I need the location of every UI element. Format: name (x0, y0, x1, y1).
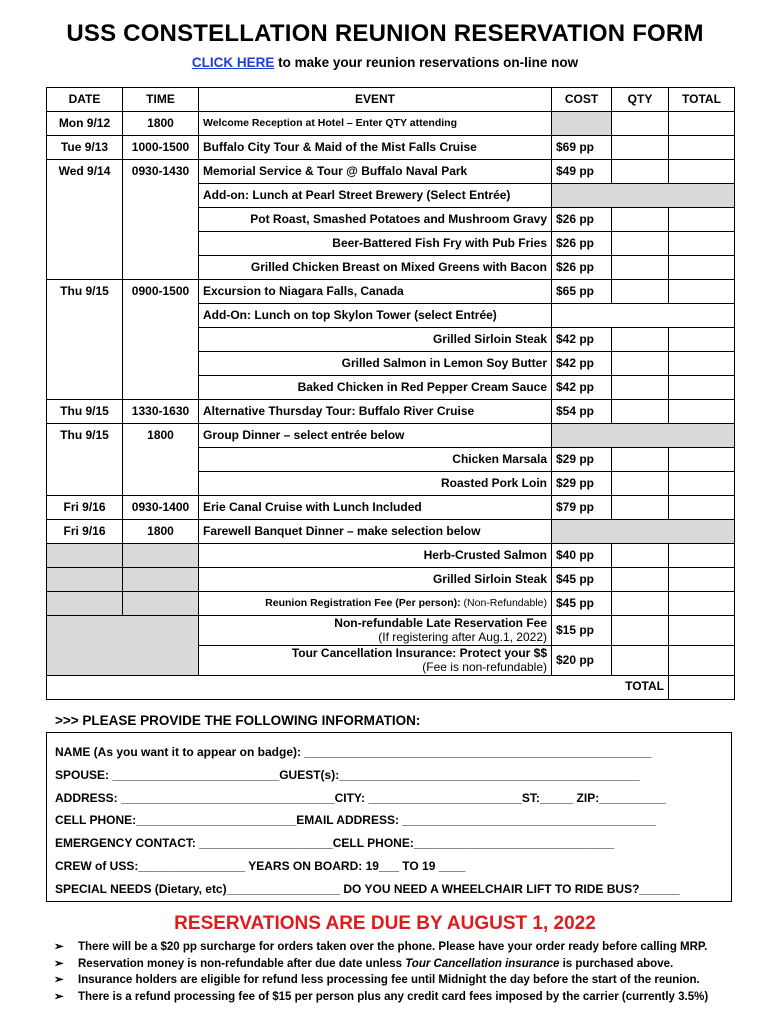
phone-email-field[interactable]: CELL PHONE:________________________EMAIL ADDRESS: ______________________________________ (55, 813, 656, 828)
row-event: Excursion to Niagara Falls, Canada (199, 280, 552, 304)
row-time: 1800 (123, 424, 199, 448)
emergency-contact-field[interactable]: EMERGENCY CONTACT: ____________________CELL PHONE:______________________________ (55, 836, 615, 851)
row-event: Add-On: Lunch on top Skylon Tower (select Entrée) (199, 304, 552, 328)
table-row (47, 544, 735, 568)
table-row (47, 256, 735, 280)
row-date (47, 592, 123, 616)
total-cell[interactable] (669, 136, 735, 160)
row-date (47, 328, 123, 352)
row-date: Thu 9/15 (47, 424, 123, 448)
table-row (47, 592, 735, 616)
row-cost: $49 pp (552, 160, 612, 184)
row-date (47, 232, 123, 256)
due-date-banner: RESERVATIONS ARE DUE BY AUGUST 1, 2022 (174, 913, 596, 934)
total-cell[interactable] (669, 256, 735, 280)
fee-label: Tour Cancellation Insurance: Protect your $$ (291, 645, 547, 660)
table-row (47, 376, 735, 400)
total-cell[interactable] (669, 112, 735, 136)
row-cost: $26 pp (552, 208, 612, 232)
qty-cell (612, 424, 669, 448)
row-cost: $69 pp (552, 136, 612, 160)
total-cell[interactable] (669, 160, 735, 184)
arrow-bullet-icon: ➢ (54, 990, 64, 1003)
header-cost: COST (552, 88, 612, 112)
list-item (54, 956, 754, 973)
qty-cell (612, 520, 669, 544)
row-cost: $79 pp (552, 496, 612, 520)
total-cell[interactable] (669, 568, 735, 592)
click-here-link[interactable]: CLICK HERE (191, 55, 275, 70)
qty-cell[interactable] (612, 112, 669, 136)
row-time: 0900-1500 (123, 280, 199, 304)
qty-cell (612, 184, 669, 208)
total-cell (669, 520, 735, 544)
list-item (54, 939, 754, 956)
row-time (123, 352, 199, 376)
list-item (54, 989, 754, 1006)
row-event: Erie Canal Cruise with Lunch Included (199, 496, 552, 520)
name-field[interactable]: NAME (As you want it to appear on badge): ____________________________________________________ (55, 745, 652, 759)
table-row (47, 424, 735, 448)
row-event: Welcome Reception at Hotel – Enter QTY attending (199, 112, 552, 136)
row-event: Buffalo City Tour & Maid of the Mist Falls Cruise (199, 136, 552, 160)
header-event: EVENT (199, 88, 552, 112)
row-cost (552, 304, 612, 328)
arrow-bullet-icon: ➢ (54, 974, 64, 986)
total-cell[interactable] (669, 544, 735, 568)
qty-cell[interactable] (612, 328, 669, 352)
row-date: Thu 9/15 (47, 280, 123, 304)
total-cell (669, 184, 735, 208)
row-cost: $45 pp (552, 592, 612, 616)
special-needs-field[interactable]: SPECIAL NEEDS (Dietary, etc)_________________ DO YOU NEED A WHEELCHAIR LIFT TO RIDE BUS?______ (55, 881, 680, 896)
total-row (47, 675, 735, 699)
table-row (47, 208, 735, 232)
table-row (47, 184, 735, 208)
row-time (123, 304, 199, 328)
row-event: Chicken Marsala (199, 448, 552, 472)
total-cell[interactable] (669, 208, 735, 232)
row-cost: $20 pp (552, 645, 612, 675)
total-cell[interactable] (669, 280, 735, 304)
row-time (123, 376, 199, 400)
row-date: Fri 9/16 (47, 496, 123, 520)
row-event: Alternative Thursday Tour: Buffalo River Cruise (199, 400, 552, 424)
total-cell (669, 304, 735, 328)
table-row (47, 400, 735, 424)
table-row (47, 568, 735, 592)
row-time (123, 328, 199, 352)
total-cell[interactable] (669, 645, 735, 675)
row-event: Herb-Crusted Salmon (199, 544, 552, 568)
header-total: TOTAL (669, 88, 735, 112)
note-text: is purchased above. (559, 957, 674, 970)
row-event: Grilled Salmon in Lemon Soy Butter (199, 352, 552, 376)
total-cell[interactable] (669, 328, 735, 352)
row-date (47, 448, 123, 472)
list-item (54, 972, 754, 989)
total-cell[interactable] (669, 352, 735, 376)
row-cost (552, 424, 612, 448)
table-row (47, 448, 735, 472)
table-row (47, 136, 735, 160)
row-date: Wed 9/14 (47, 160, 123, 184)
row-event: Baked Chicken in Red Pepper Cream Sauce (199, 376, 552, 400)
header-qty: QTY (612, 88, 669, 112)
table-row (47, 328, 735, 352)
row-event: Memorial Service & Tour @ Buffalo Naval Park (199, 160, 552, 184)
qty-cell[interactable] (612, 352, 669, 376)
row-cost (552, 520, 612, 544)
grand-total-cell[interactable] (669, 675, 735, 699)
qty-cell[interactable] (612, 208, 669, 232)
fee-note: (Non-Refundable) (463, 596, 547, 609)
table-header-row (47, 88, 735, 112)
qty-cell[interactable] (612, 400, 669, 424)
row-cost: $15 pp (552, 616, 612, 646)
note-text: There will be a $20 pp surcharge for orders taken over the phone. Please have your order ready before calling MRP. (78, 941, 708, 953)
qty-cell (612, 304, 669, 328)
row-date: Mon 9/12 (47, 112, 123, 136)
qty-cell[interactable] (612, 472, 669, 496)
total-cell[interactable] (669, 616, 735, 646)
table-row (47, 304, 735, 328)
total-cell[interactable] (669, 376, 735, 400)
qty-cell[interactable] (612, 645, 669, 675)
note-text: Reservation money is non-refundable after due date unless (78, 957, 406, 970)
table-row (47, 496, 735, 520)
row-time: 0930-1400 (123, 496, 199, 520)
row-event: Grilled Sirloin Steak (199, 328, 552, 352)
row-date (47, 544, 123, 568)
row-time: 1330-1630 (123, 400, 199, 424)
row-time (123, 544, 199, 568)
row-event (199, 645, 552, 675)
table-row (47, 352, 735, 376)
row-date: Tue 9/13 (47, 136, 123, 160)
row-event: Pot Roast, Smashed Potatoes and Mushroom Gravy (199, 208, 552, 232)
notes-list (54, 939, 754, 1005)
row-date (47, 184, 123, 208)
row-date (47, 568, 123, 592)
row-date (47, 472, 123, 496)
total-label: TOTAL (47, 675, 669, 699)
total-cell (669, 424, 735, 448)
row-date (47, 256, 123, 280)
row-date: Thu 9/15 (47, 400, 123, 424)
header-time: TIME (123, 88, 199, 112)
attendee-info-box (46, 732, 732, 902)
total-cell[interactable] (669, 400, 735, 424)
row-time (123, 472, 199, 496)
row-time: 1000-1500 (123, 136, 199, 160)
row-time (123, 232, 199, 256)
qty-cell[interactable] (612, 616, 669, 646)
total-cell[interactable] (669, 448, 735, 472)
table-row (47, 472, 735, 496)
row-date (47, 208, 123, 232)
row-time (123, 256, 199, 280)
row-event: Beer-Battered Fish Fry with Pub Fries (199, 232, 552, 256)
qty-cell[interactable] (612, 448, 669, 472)
row-event: Grilled Sirloin Steak (199, 568, 552, 592)
row-cost: $42 pp (552, 352, 612, 376)
row-time (123, 568, 199, 592)
crew-years-field[interactable]: CREW of USS:________________ YEARS ON BOARD: 19___ TO 19 ____ (55, 858, 466, 873)
row-date (47, 376, 123, 400)
table-row (47, 160, 735, 184)
qty-cell[interactable] (612, 496, 669, 520)
row-date (47, 304, 123, 328)
table-row (47, 520, 735, 544)
row-event: Add-on: Lunch at Pearl Street Brewery (Select Entrée) (199, 184, 552, 208)
row-cost: $26 pp (552, 232, 612, 256)
total-cell[interactable] (669, 472, 735, 496)
row-event: Roasted Pork Loin (199, 472, 552, 496)
row-cost: $65 pp (552, 280, 612, 304)
row-time: 0930-1430 (123, 160, 199, 184)
arrow-bullet-icon: ➢ (54, 957, 64, 970)
form-title: USS CONSTELLATION REUNION RESERVATION FORM (66, 20, 704, 47)
table-row (47, 112, 735, 136)
online-reservation-text: to make your reunion reservations on-line now (274, 55, 579, 70)
row-cost: $54 pp (552, 400, 612, 424)
qty-cell[interactable] (612, 232, 669, 256)
row-time (123, 184, 199, 208)
row-date: Fri 9/16 (47, 520, 123, 544)
row-time (123, 208, 199, 232)
row-time (123, 592, 199, 616)
row-event: Group Dinner – select entrée below (199, 424, 552, 448)
fee-label: Non-refundable Late Reservation Fee (334, 616, 547, 630)
table-row (47, 616, 735, 646)
table-row (47, 232, 735, 256)
qty-cell[interactable] (612, 544, 669, 568)
fee-note: (Fee is non-refundable) (422, 660, 547, 675)
row-cost: $40 pp (552, 544, 612, 568)
qty-cell[interactable] (612, 136, 669, 160)
info-heading: >>> PLEASE PROVIDE THE FOLLOWING INFORMATION: (55, 713, 421, 728)
note-text: Insurance holders are eligible for refund less processing fee until Midnight the day before the start of the reunion. (78, 974, 700, 986)
row-cost: $29 pp (552, 472, 612, 496)
qty-cell[interactable] (612, 256, 669, 280)
row-cost: $29 pp (552, 448, 612, 472)
qty-cell[interactable] (612, 160, 669, 184)
note-text: There is a refund processing fee of $15 per person plus any credit card fees imposed by the carrier (currently 3.5%) (78, 990, 709, 1003)
address-field[interactable]: ADDRESS: ________________________________CITY: _______________________ST:_____ ZIP:__________ (55, 790, 666, 805)
fee-note: (If registering after Aug.1, 2022) (378, 630, 547, 645)
table-row (47, 280, 735, 304)
events-table (46, 87, 735, 700)
row-cost (552, 112, 612, 136)
qty-cell[interactable] (612, 376, 669, 400)
row-event (199, 592, 552, 616)
row-cost (552, 184, 612, 208)
row-date (47, 352, 123, 376)
note-emphasis: Tour Cancellation insurance (405, 957, 560, 970)
row-cost: $45 pp (552, 568, 612, 592)
arrow-bullet-icon: ➢ (54, 941, 64, 953)
total-cell[interactable] (669, 496, 735, 520)
header-date: DATE (47, 88, 123, 112)
row-event: Farewell Banquet Dinner – make selection below (199, 520, 552, 544)
spouse-guest-field[interactable]: SPOUSE: _________________________GUEST(s):_____________________________________________ (55, 767, 640, 782)
online-reservation-line (0, 55, 770, 70)
row-event (199, 616, 552, 646)
row-cost: $26 pp (552, 256, 612, 280)
qty-cell[interactable] (612, 568, 669, 592)
row-cost: $42 pp (552, 376, 612, 400)
total-cell[interactable] (669, 232, 735, 256)
fee-label: Reunion Registration Fee (Per person): (265, 596, 461, 609)
row-time: 1800 (123, 520, 199, 544)
row-event: Grilled Chicken Breast on Mixed Greens with Bacon (199, 256, 552, 280)
row-cost: $42 pp (552, 328, 612, 352)
row-time: 1800 (123, 112, 199, 136)
total-cell[interactable] (669, 592, 735, 616)
qty-cell[interactable] (612, 280, 669, 304)
row-time (123, 448, 199, 472)
blank-gray-block (47, 616, 199, 676)
qty-cell[interactable] (612, 592, 669, 616)
